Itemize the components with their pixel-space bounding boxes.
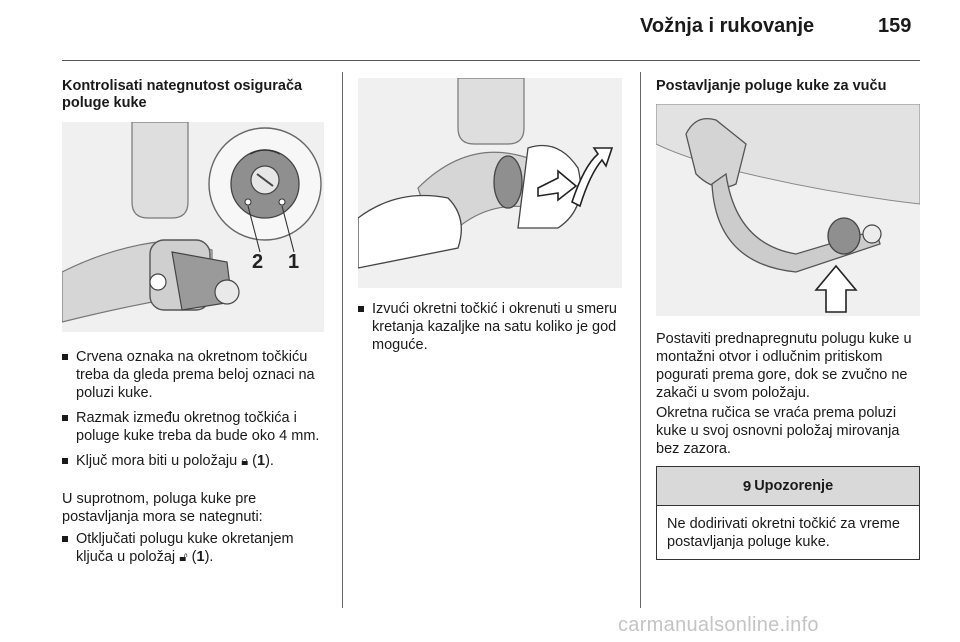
unlock-icon: 🔓︎	[179, 549, 188, 564]
figure-label-1: 1	[288, 251, 300, 273]
paragraph-return: Okretna ručica se vraća prema poluzi kuke u svoj osnovni položaj mirovanja bez zazora.	[656, 405, 900, 457]
lock-icon: 🔒︎	[241, 453, 249, 468]
warning-box	[656, 466, 920, 560]
figure-label-2: 2	[252, 251, 264, 273]
figure-pull-turn-wheel	[358, 78, 622, 288]
bullet-list-check	[62, 348, 332, 477]
warning-title: Upozorenje	[754, 478, 834, 494]
section-heading-install: Postavljanje poluge kuke za vuču	[656, 78, 887, 94]
watermark: carmanualsonline.info	[618, 614, 819, 636]
column-divider-right	[640, 72, 641, 608]
list-item: Crvena oznaka na okretnom točkiću treba da gleda prema beloj oznaci na poluzi kuke.	[62, 348, 332, 402]
list-item: Razmak između okretnog točkića i poluge kuke treba da bude oko 4 mm.	[62, 409, 332, 445]
bullet-list-unlock	[62, 530, 332, 573]
warning-header	[657, 467, 919, 506]
list-item: Izvući okretni točkić i okrenuti u smeru kretanja kazaljke na satu koliko je god moguće.	[358, 300, 628, 354]
list-item-key-position: Ključ mora biti u položaju 🔒︎ (1).	[62, 452, 332, 470]
section-heading-check-tension: Kontrolisati nategnutost osigurača poluge kuke	[62, 78, 303, 111]
warning-text: Ne dodirivati okretni točkić za vreme postavljanja poluge kuke.	[667, 516, 900, 550]
bullet-list-pull	[358, 300, 628, 361]
list-item-unlock: Otključati polugu kuke okretanjem ključa u položaj 🔓︎ (1).	[62, 530, 332, 566]
paragraph-install: Postaviti prednapregnutu polugu kuke u montažni otvor i odlučnim pritiskom pogurati prema gore, dok se zvučno ne zakači u svom položaju.	[656, 331, 912, 401]
warning-icon: 9	[742, 477, 752, 495]
figure-locking-wheel	[62, 122, 324, 332]
header-divider	[62, 60, 920, 61]
page-number: 159	[878, 15, 912, 37]
figure-install-hitch	[656, 104, 920, 316]
column-divider-left	[342, 72, 343, 608]
chapter-title: Vožnja i rukovanje	[640, 15, 815, 37]
paragraph-otherwise: U suprotnom, poluga kuke pre postavljanja mora se nategnuti:	[62, 491, 263, 525]
